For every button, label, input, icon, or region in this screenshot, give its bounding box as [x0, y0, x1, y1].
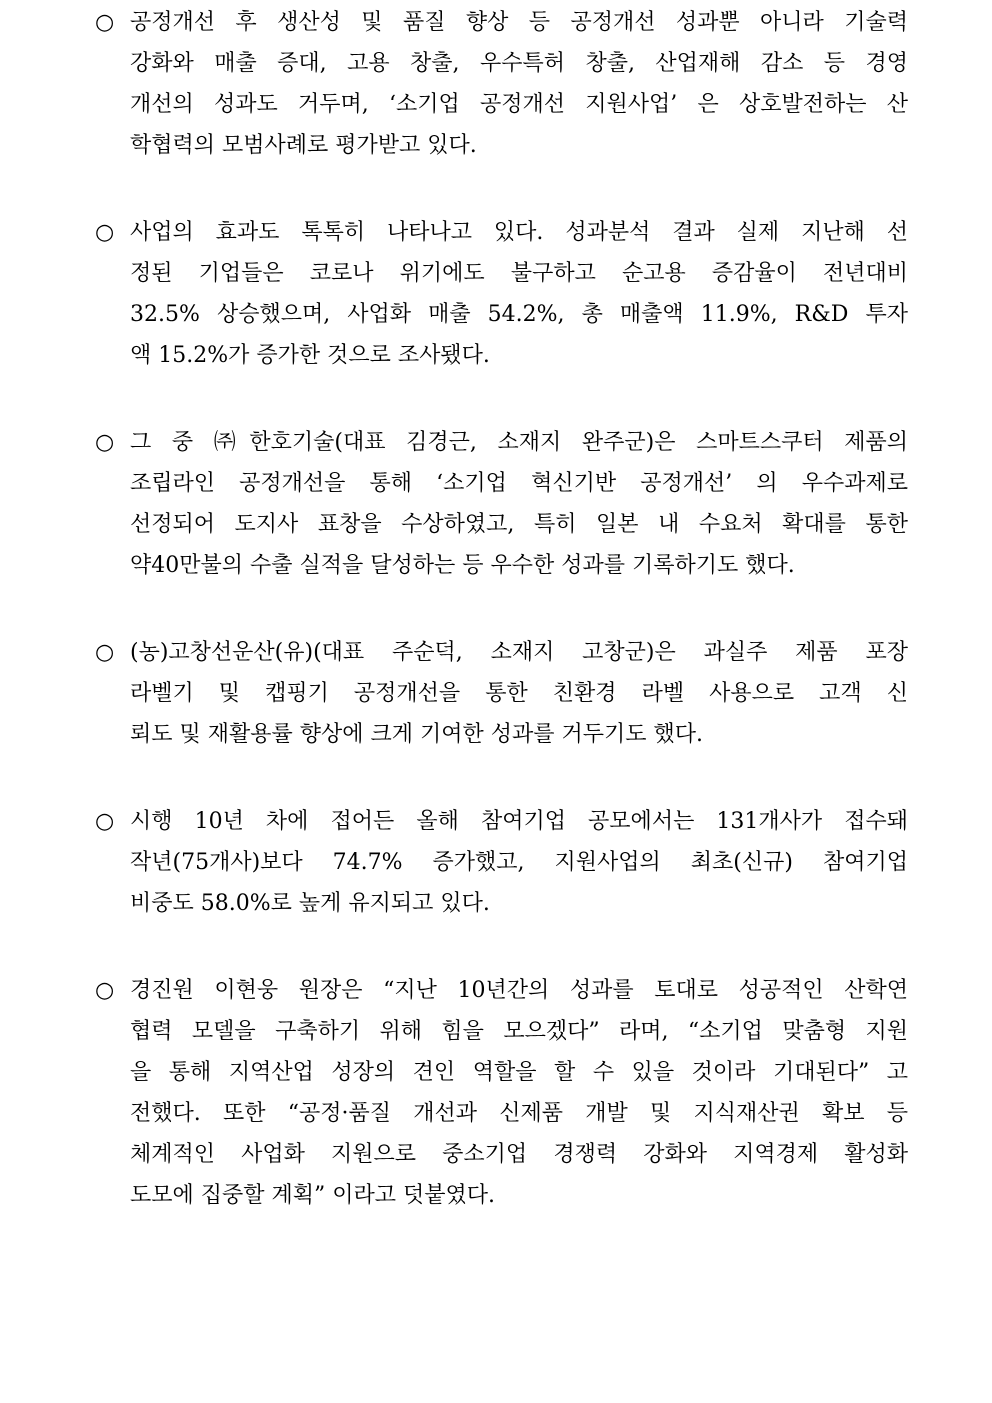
- paragraph-line: 그 중 ㈜한호기술(대표 김경근, 소재지 완주군)은 스마트스쿠터 제품의: [130, 430, 908, 455]
- paragraph-body: [130, 422, 908, 586]
- paragraph: [95, 2, 908, 166]
- paragraph-body: [130, 970, 908, 1216]
- paragraph-line: 강화와 매출 증대, 고용 창출, 우수특허 창출, 산업재해 감소 등 경영: [130, 51, 908, 76]
- paragraph-line: 라벨기 및 캡핑기 공정개선을 통한 친환경 라벨 사용으로 고객 신: [130, 681, 908, 706]
- paragraph-line: 조립라인 공정개선을 통해 ‘소기업 혁신기반 공정개선’ 의 우수과제로: [130, 471, 908, 496]
- bullet-marker: ○: [95, 220, 115, 245]
- paragraph-body: [130, 801, 908, 924]
- paragraph-line: 액 15.2%가 증가한 것으로 조사됐다.: [130, 343, 490, 368]
- paragraph: [95, 632, 908, 755]
- paragraph-body: [130, 2, 908, 166]
- paragraph-line: 경진원 이현웅 원장은 “지난 10년간의 성과를 토대로 성공적인 산학연: [130, 978, 908, 1003]
- paragraph-line: 협력 모델을 구축하기 위해 힘을 모으겠다” 라며, “소기업 맞춤형 지원: [130, 1019, 908, 1044]
- paragraph-line: 약40만불의 수출 실적을 달성하는 등 우수한 성과를 기록하기도 했다.: [130, 553, 795, 578]
- paragraph-line: (농)고창선운산(유)(대표 주순덕, 소재지 고창군)은 과실주 제품 포장: [130, 640, 908, 665]
- paragraph-line: 32.5% 상승했으며, 사업화 매출 54.2%, 총 매출액 11.9%, R&D 투자: [130, 302, 908, 327]
- bullet-marker: ○: [95, 978, 115, 1003]
- paragraph-line: 을 통해 지역산업 성장의 견인 역할을 할 수 있을 것이라 기대된다” 고: [130, 1060, 908, 1085]
- paragraph: [95, 801, 908, 924]
- paragraph-line: 뢰도 및 재활용률 향상에 크게 기여한 성과를 거두기도 했다.: [130, 722, 703, 747]
- bullet-marker: ○: [95, 640, 115, 665]
- paragraph-line: 개선의 성과도 거두며, ‘소기업 공정개선 지원사업’ 은 상호발전하는 산: [130, 92, 908, 117]
- paragraph-line: 공정개선 후 생산성 및 품질 향상 등 공정개선 성과뿐 아니라 기술력: [130, 10, 908, 35]
- paragraph-line: 비중도 58.0%로 높게 유지되고 있다.: [130, 891, 490, 916]
- bullet-marker: ○: [95, 10, 115, 35]
- paragraph-line: 학협력의 모범사례로 평가받고 있다.: [130, 133, 477, 158]
- paragraph: [95, 422, 908, 586]
- paragraph-line: 정된 기업들은 코로나 위기에도 불구하고 순고용 증감율이 전년대비: [130, 261, 908, 286]
- paragraph: [95, 212, 908, 376]
- paragraph-body: [130, 212, 908, 376]
- paragraph-line: 도모에 집중할 계획” 이라고 덧붙였다.: [130, 1183, 495, 1208]
- paragraph-body: [130, 632, 908, 755]
- paragraph-line: 작년(75개사)보다 74.7% 증가했고, 지원사업의 최초(신규) 참여기업: [130, 850, 908, 875]
- paragraph: [95, 970, 908, 1216]
- bullet-marker: ○: [95, 809, 115, 834]
- paragraph-line: 시행 10년 차에 접어든 올해 참여기업 공모에서는 131개사가 접수돼: [130, 809, 908, 834]
- paragraph-line: 선정되어 도지사 표창을 수상하였고, 특히 일본 내 수요처 확대를 통한: [130, 512, 908, 537]
- paragraph-line: 사업의 효과도 톡톡히 나타나고 있다. 성과분석 결과 실제 지난해 선: [130, 220, 908, 245]
- paragraph-line: 체계적인 사업화 지원으로 중소기업 경쟁력 강화와 지역경제 활성화: [130, 1142, 908, 1167]
- bullet-marker: ○: [95, 430, 115, 455]
- paragraph-line: 전했다. 또한 “공정·품질 개선과 신제품 개발 및 지식재산권 확보 등: [130, 1101, 908, 1126]
